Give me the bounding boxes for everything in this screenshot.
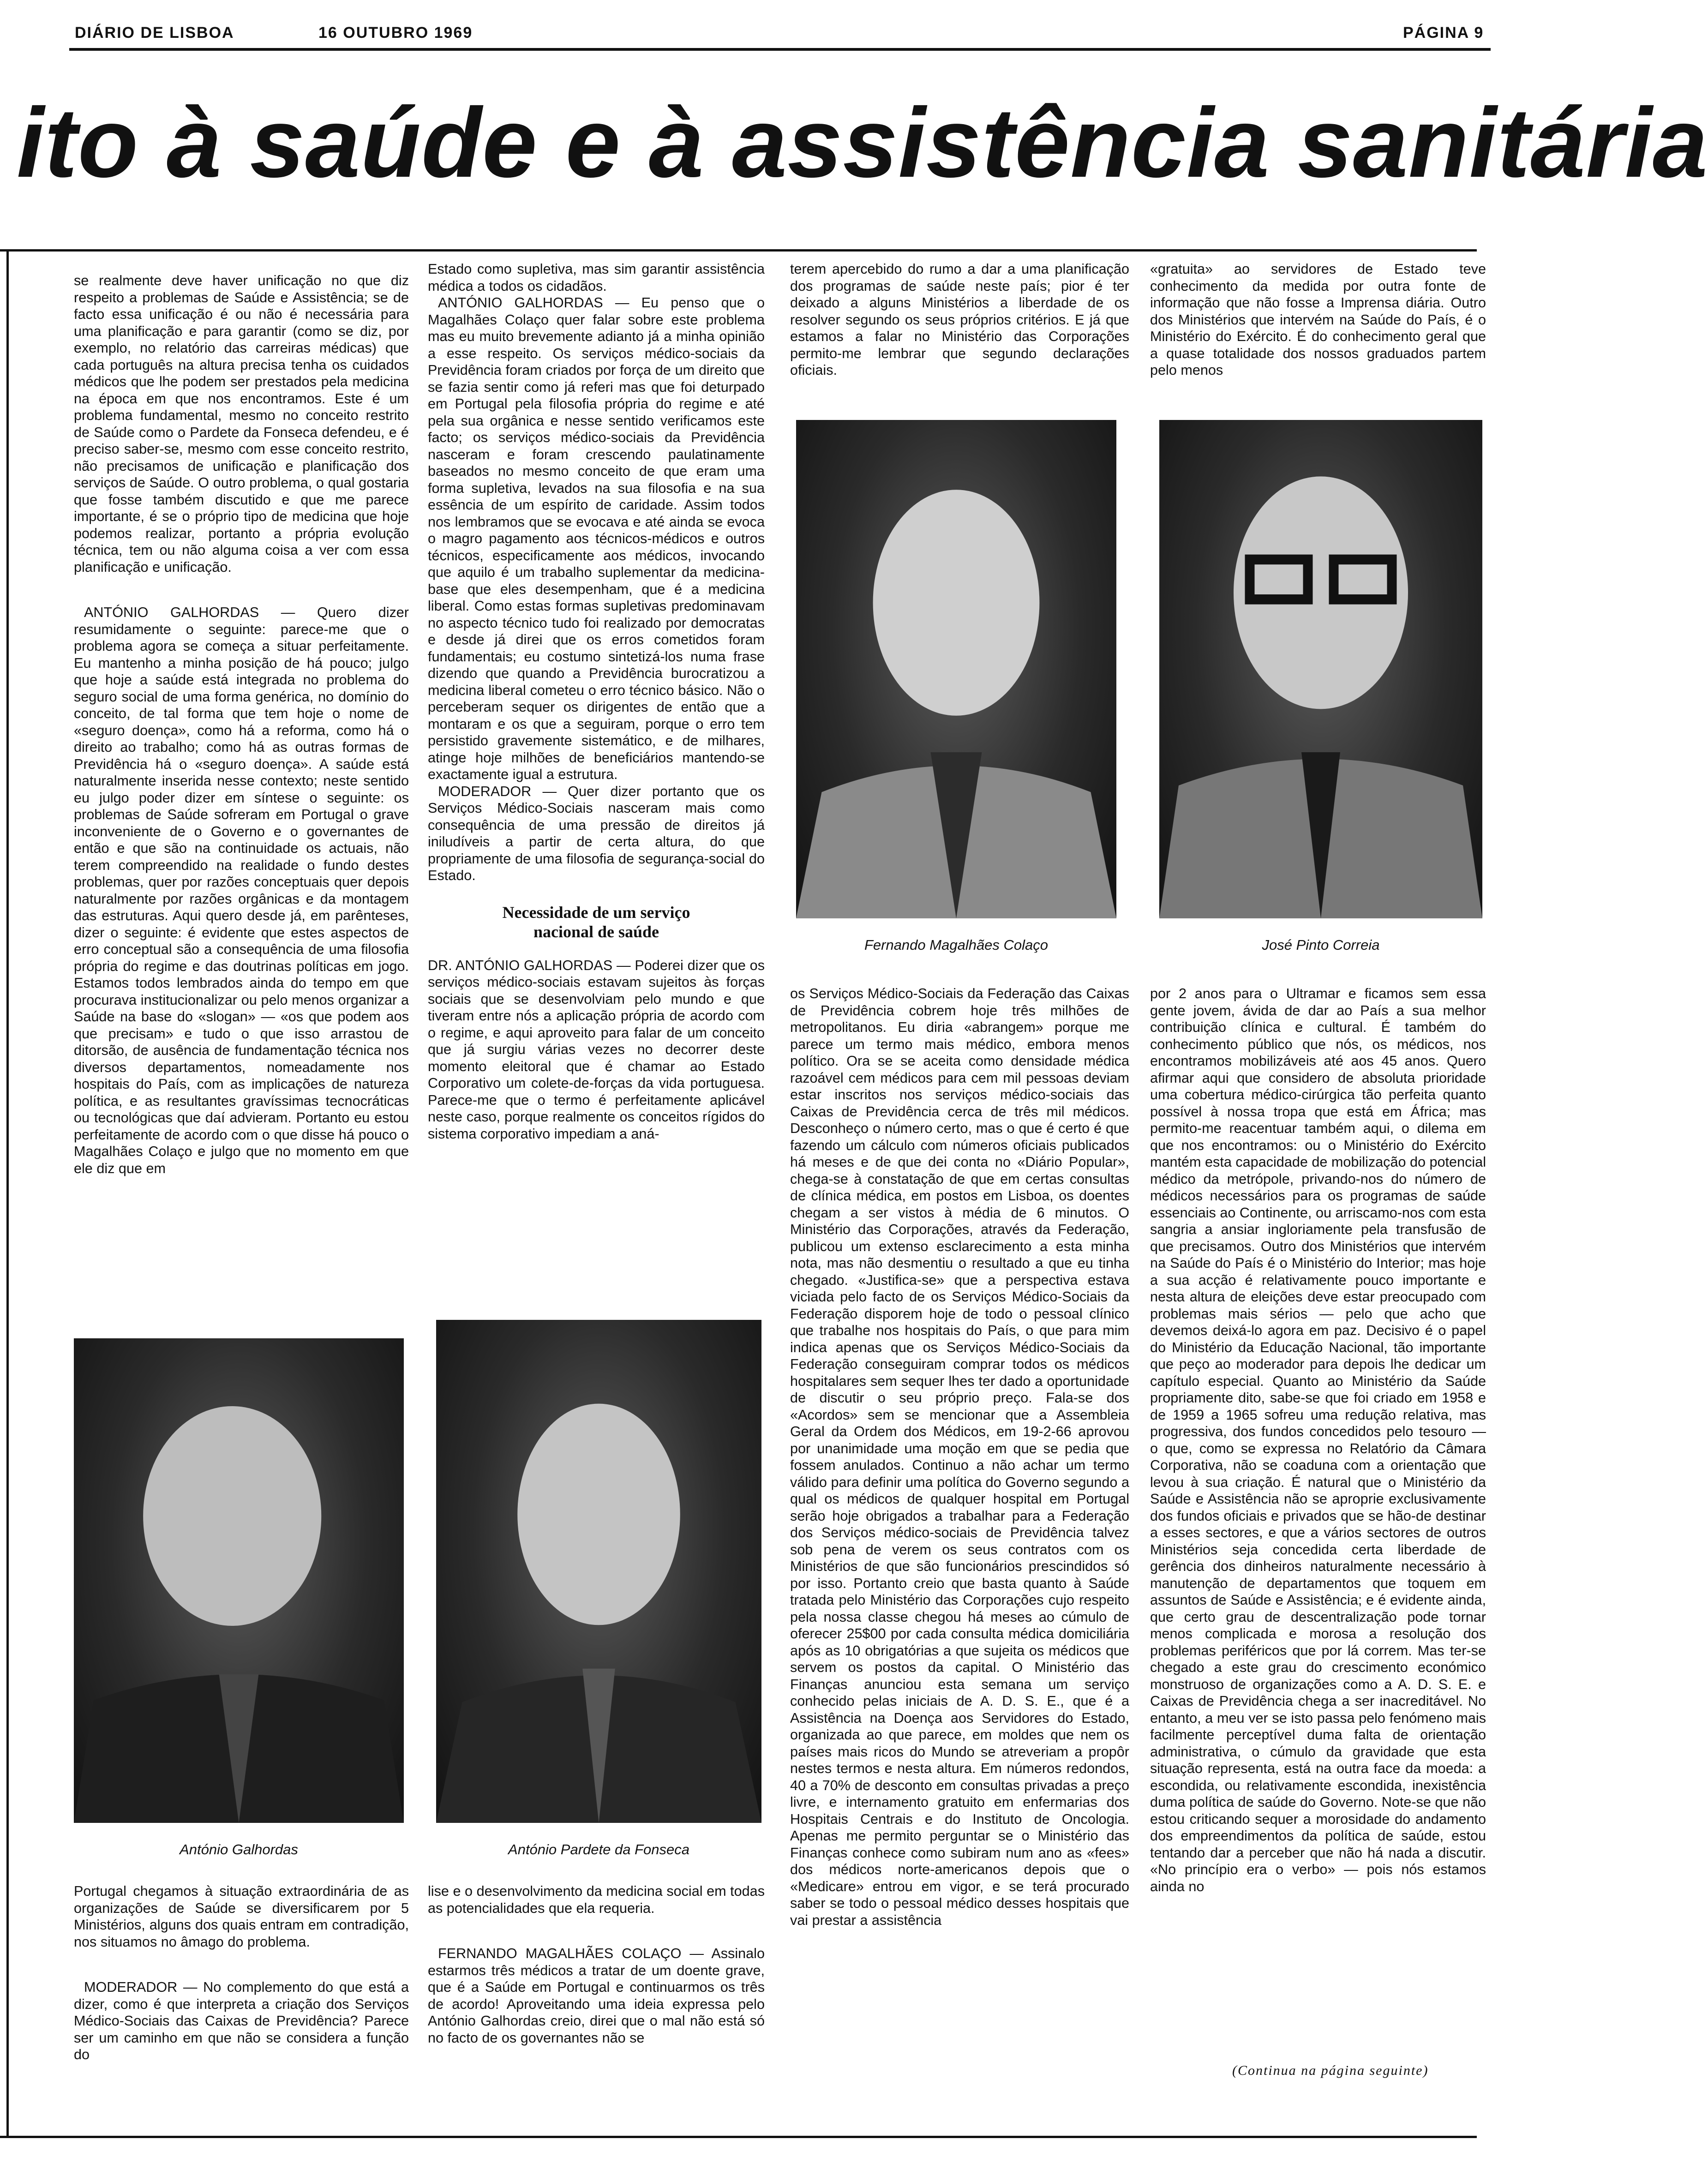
paragraph: ANTÓNIO GALHORDAS — Quero dizer resumidamente o seguinte: parece-me que o problema agora se começa a situar perfeitamente. Eu mantenho a minha posição de há pouco; julgo que hoje a saúde está integrada no problema do seguro social de uma forma genérica, no domínio do conceito, de tal forma que tem hoje o nome de «seguro doença», como há a reforma, como há o direito ao trabalho; como há as outras formas de Previdência há o «seguro doença». A saúde está naturalmente inserida nesse contexto; neste sentido eu julgo poder dizer em síntese o seguinte: os problemas de Saúde sofreram em Portugal o grave inconveniente de o Governo e o governantes de então e que são na continuidade os actuais, não terem compreendido na realidade o fundo destes problemas, quer por razões conceptuais quer depois naturalmente por razões orgânicas e da montagem das estruturas. Aqui quero desde já, em parênteses, dizer o seguinte: é evidente que estes aspectos de erro conceptual são a consequência de uma filosofia própria do regime e das doutrinas políticas em jogo. Estamos todos lembrados ainda do tempo em que procurava institucionalizar ou pelo menos organizar a Saúde na base do «slogan» — «os que podem aos que precisam» e tudo o que isso arrastou de ditorsão, de ausência de fundamentação técnica nos diversos departamentos, nomeadamente nos hospitais do País, com as implicações de natureza política, e as resultantes gravíssimas tecnocráticas ou tecnológicas que daí advieram. Portanto eu estou perfeitamente de acordo com o que disse há pouco o Magalhães Colaço e julgo que no momento em que ele diz que em <box>74 605 409 1176</box>
paragraph: Portugal chegamos à situação extraordinária de as organizações de Saúde se diversificarem por 5 Ministérios, alguns dos quais entram em contradição, nos situamos no âmago do problema. <box>74 1883 409 1950</box>
article-column-1-top <box>74 272 409 1324</box>
paragraph: DR. ANTÓNIO GALHORDAS — Poderei dizer que os serviços médico-sociais estavam sujeitos às forças sociais que se desenvolviam pelo mundo e que tiveram entre nós a aplicação própria de acordo com o regime, e aqui aproveito para falar de um conceito que já surgiu várias vezes no decorrer deste momento eleitoral que é chamar ao Estado Corporativo um colete-de-forças da vida portuguesa. Parece-me que o termo é perfeitamente aplicável neste caso, porque realmente os conceitos rígidos do sistema corporativo impediam a aná- <box>428 957 765 1142</box>
paragraph: lise e o desenvolvimento da medicina social em todas as potencialidades que ela requeria. <box>428 1883 765 1916</box>
paragraph: FERNANDO MAGALHÃES COLAÇO — Assinalo estarmos três médicos a tratar de um doente grave, que é a Saúde em Portugal e continuarmos os três de acordo! Aproveitando uma ideia expressa pelo António Galhordas creio, direi que o mal não está só no facto de os governantes não se <box>428 1946 765 2046</box>
photo-caption: António Pardete da Fonseca <box>508 1841 689 1857</box>
article-column-1-bottom <box>74 1883 409 2132</box>
article-column-2-bottom <box>428 1883 765 2132</box>
paragraph: Estado como supletiva, mas sim garantir assistência médica a todos os cidadãos. <box>428 261 765 294</box>
paragraph: por 2 anos para o Ultramar e ficamos sem essa gente jovem, ávida de dar ao País a sua melhor contribuição clínica e cultural. É também do conhecimento público que nós, os médicos, nos encontramos mobilizáveis até aos 45 anos. Quero afirmar aqui que considero de absoluta prioridade uma cobertura médico-cirúrgica tão perfeita quanto possível à nossa tropa que está em África; mas permito-me reacentuar também aqui, o dilema em que nos encontramos: ou o Ministério do Exército mantém esta capacidade de mobilização do potencial médico da metrópole, privando-nos do número de médicos necessários para os programas de saúde essenciais ao Continente, ou arriscamo-nos com esta sangria a ansiar ingloriamente pela transfusão de que precisamos. Outro dos Ministérios que intervém na Saúde do País é o Ministério do Interior; mas hoje a sua acção é relativamente pouco importante e nesta altura de eleições deve estar preocupado com problemas mais sérios — pelo que acho que devemos deixá-lo agora em paz. Decisivo é o papel do Ministério da Educação Nacional, tão importante que peço ao moderador para depois lhe dedicar um capítulo especial. Quanto ao Ministério da Saúde propriamente dito, sabe-se que foi criado em 1958 e de 1959 a 1965 sofreu uma redução relativa, mas progressiva, dos fundos concedidos pelo tesouro — o que, como se expressa no Relatório da Câmara Corporativa, não se coaduna com a orientação que levou à sua criação. É natural que o Ministério da Saúde e Assistência não se aproprie exclusivamente dos fundos oficiais e privados que se hão-de destinar a esses sectores, e que a vários sectores de outros Ministérios seja concedida certa liberdade de gerência dos dinheiros naturalmente necessário à manutenção de departamentos que toquem em assuntos de Saúde e Assistência; e é evidente ainda, que certo grau de descentralização pode tornar menos complicada e morosa a resolução dos problemas periféricos que por lá correm. Mas ter-se chegado a este grau do crescimento económico monstruoso de organizações como a A. D. S. E. e Caixas de Previdência chega a ser inacreditável. No entanto, a meu ver se isto passa pelo fenómeno mais facilmente perceptível duma falta de orientação administrativa, o cúmulo da gravidade que esta situação representa, está na outra face da moeda: a escondida, ou relativamente escondida, inexistência duma política de saúde do Governo. Note-se que não estou criticando sequer a morosidade do andamento dos empreendimentos da política de saúde, estou tentando dar a perceber que não há nada a discutir. «No princípio era o verbo» — pois nós estamos ainda no <box>1150 986 1486 1894</box>
article-column-3-top <box>790 261 1129 378</box>
portrait-photo <box>1159 420 1482 918</box>
paragraph: ANTÓNIO GALHORDAS — Eu penso que o Magalhães Colaço quer falar sobre este problema mas eu muito brevemente adianto já a minha opinião a esse respeito. Os serviços médico-sociais da Previdência foram criados por força de um direito que se fazia sentir como já referi mas que foi deturpado em Portugal pela filosofia própria do regime e até pela sua orgânica e nesse sentido verificamos este facto; os serviços médico-sociais da Previdência nasceram e foram crescendo paulatinamente baseados no mesmo conceito de que eram uma forma supletiva, levados na sua filosofia e na sua essência de um espírito de caridade. Assim todos nos lembramos que se evocava e até ainda se evoca o magro pagamento aos técnicos-médicos e outros técnicos, especificamente aos médicos, invocando que aquilo é um trabalho suplementar da medicina-base que eles desempenham, que é a medicina liberal. Como estas formas supletivas predominavam no aspecto técnico tudo foi realizado por democratas e desde já direi que os erros cometidos foram fundamentais; eu costumo sintetizá-los numa frase dizendo que quando a Previdência burocratizou a medicina liberal cometeu o erro técnico básico. Não o perceberam sequer os dirigentes de então que a montaram e os que a seguiram, porque o erro tem persistido gravemente sistemático, e de milhares, atinge hoje milhões de beneficiários mantendo-se exactamente igual a estrutura. <box>428 295 765 782</box>
paragraph: terem apercebido do rumo a dar a uma planificação dos programas de saúde neste país; pior é ter deixado a alguns Ministérios a liberdade de os resolver segundo os seus próprios critérios. E já que estamos a falar no Ministério das Corporações permito-me lembrar que segundo declarações oficiais. <box>790 261 1129 378</box>
page-number: PÁGINA 9 <box>1403 24 1484 42</box>
continuation-note: (Continua na página seguinte) <box>1232 2063 1429 2078</box>
portrait-icon <box>1159 420 1482 918</box>
paragraph: se realmente deve haver unificação no que diz respeito a problemas de Saúde e Assistência; se de facto essa unificação é ou não é necessária para uma planificação e para garantir (como se diz, por exemplo, no relatório das carreiras médicas) que cada português na altura precisa tenha os cuidados médicos que lhe podem ser prestados pela medicina na época em que nos encontramos. Este é um problema fundamental, mesmo no conceito restrito de Saúde como o Pardete da Fonseca defendeu, e é preciso saber-se, mesmo com esse conceito restrito, não precisamos de unificação e planificação dos serviços de Saúde. O outro problema, o qual gostaria que fosse também discutido e que me parece importante, é se o próprio tipo de medicina que hoje podemos realizar, portanto a própria evolução técnica, tem ou não alguma coisa a ver com essa planificação e unificação. <box>74 273 409 575</box>
article-column-4-top <box>1150 261 1486 378</box>
bottom-rule <box>0 2136 1477 2138</box>
portrait-icon <box>436 1320 761 1823</box>
portrait-photo <box>436 1320 761 1823</box>
article-column-4-bottom <box>1150 985 1486 2047</box>
portrait-icon <box>796 420 1116 918</box>
issue-date: 16 OUTUBRO 1969 <box>318 24 473 42</box>
headline-rule <box>0 249 1477 252</box>
photo-caption: Fernando Magalhães Colaço <box>864 937 1049 953</box>
portrait-photo <box>796 420 1116 918</box>
paragraph: MODERADOR — Quer dizer portanto que os Serviços Médico-Sociais nasceram mais como consequência de uma pressão de direitos já iniludíveis a partir de certa altura, do que propriamente de uma filosofia de segurança-social do Estado. <box>428 783 765 883</box>
paragraph: os Serviços Médico-Sociais da Federação das Caixas de Previdência cobrem hoje três milhões de metropolitanos. Eu diria «abrangem» porque me parece um termo mais médico, embora menos político. Ora se se aceita como densidade médica razoável cem médicos para cem mil pessoas deviam estar inscritos nos serviços médico-sociais das Caixas de Previdência cerca de três mil médicos. Desconheço o número certo, mas o que é certo é que fazendo um cálculo com números oficiais publicados há meses e de que dei conta no «Diário Popular», chega-se à constatação de que em certas consultas de clínica médica, em postos em Lisboa, os doentes chegam a ser vistos à média de 6 minutos. O Ministério das Corporações, através da Federação, publicou um extenso esclarecimento a esta minha nota, mas não desmentiu o resultado a que eu tinha chegado. «Justifica-se» que a perspectiva estava viciada pelo facto de os Serviços Médico-Sociais da Federação disporem hoje de todo o pessoal clínico que trabalhe nos hospitais do País, o que para mim indica apenas que os Serviços Médico-Sociais da Federação conseguiram comprar todos os médicos hospitalares sem sequer lhes ter dado a oportunidade de discutir o seu próprio preço. Fala-se dos «Acordos» sem se mencionar que a Assembleia Geral da Ordem dos Médicos, em 19-2-66 aprovou por unanimidade uma moção em que se pedia que fossem anulados. Continuo a não achar um termo válido para definir uma política do Governo segundo a qual os médicos de qualquer hospital em Portugal serão hoje obrigados a trabalhar para a Federação dos Serviços médico-sociais de Previdência talvez sob pena de verem os seus contratos com os Ministérios de que são funcionários prescindidos só por isso. Portanto creio que basta quanto à Saúde tratada pelo Ministério das Corporações cujo respeito pela nossa classe chegou há meses ao cúmulo de oferecer 25$00 por cada consulta médica domiciliária após as 10 obrigatórias a que sujeita os médicos que servem os postos da capital. O Ministério das Finanças anunciou esta semana um serviço conhecido pelas iniciais de A. D. S. E., que é a Assistência na Doença aos Servidores do Estado, organizada ao que parece, em moldes que nem os países mais ricos do Mundo se atreveriam a propôr nestes termos e nesta altura. Em números redondos, 40 a 70% de desconto em consultas privadas a preço livre, e internamento gratuito em enfermarias dos Hospitais Centrais e do Instituto de Oncologia. Apenas me permito perguntar se o Ministério das Finanças conhece como subiram num ano as «fees» dos médicos norte-americanos depois que o «Medicare» entrou em vigor, e se terá procurado saber se todo o pessoal médico desses hospitais que vai prestar a assistência <box>790 986 1129 1928</box>
portrait-icon <box>74 1338 404 1823</box>
publication-name: DIÁRIO DE LISBOA <box>75 24 234 42</box>
portrait-photo <box>74 1338 404 1823</box>
article-column-2-top <box>428 261 765 1324</box>
header-rule <box>69 48 1491 51</box>
article-column-3-bottom <box>790 985 1129 2104</box>
paragraph: MODERADOR — No complemento do que está a dizer, como é que interpreta a criação dos Serviços Médico-Sociais das Caixas de Previdência? Parece ser um caminho em que não se considera a função do <box>74 1979 409 2062</box>
photo-caption: José Pinto Correia <box>1262 937 1380 953</box>
headline: ito à saúde e à assistência sanitária <box>17 88 1708 198</box>
section-subheading: Necessidade de um serviço nacional de saúde <box>502 903 690 941</box>
paragraph: «gratuita» ao servidores de Estado teve conhecimento da medida por outra fonte de informação que não fosse a Imprensa diária. Outro dos Ministérios que intervém na Saúde do País, é o Ministério do Exército. É do conhecimento geral que a quase totalidade dos nossos graduados partem pelo menos <box>1150 261 1486 378</box>
left-margin-rule <box>6 249 9 2137</box>
photo-caption: António Galhordas <box>180 1841 298 1857</box>
